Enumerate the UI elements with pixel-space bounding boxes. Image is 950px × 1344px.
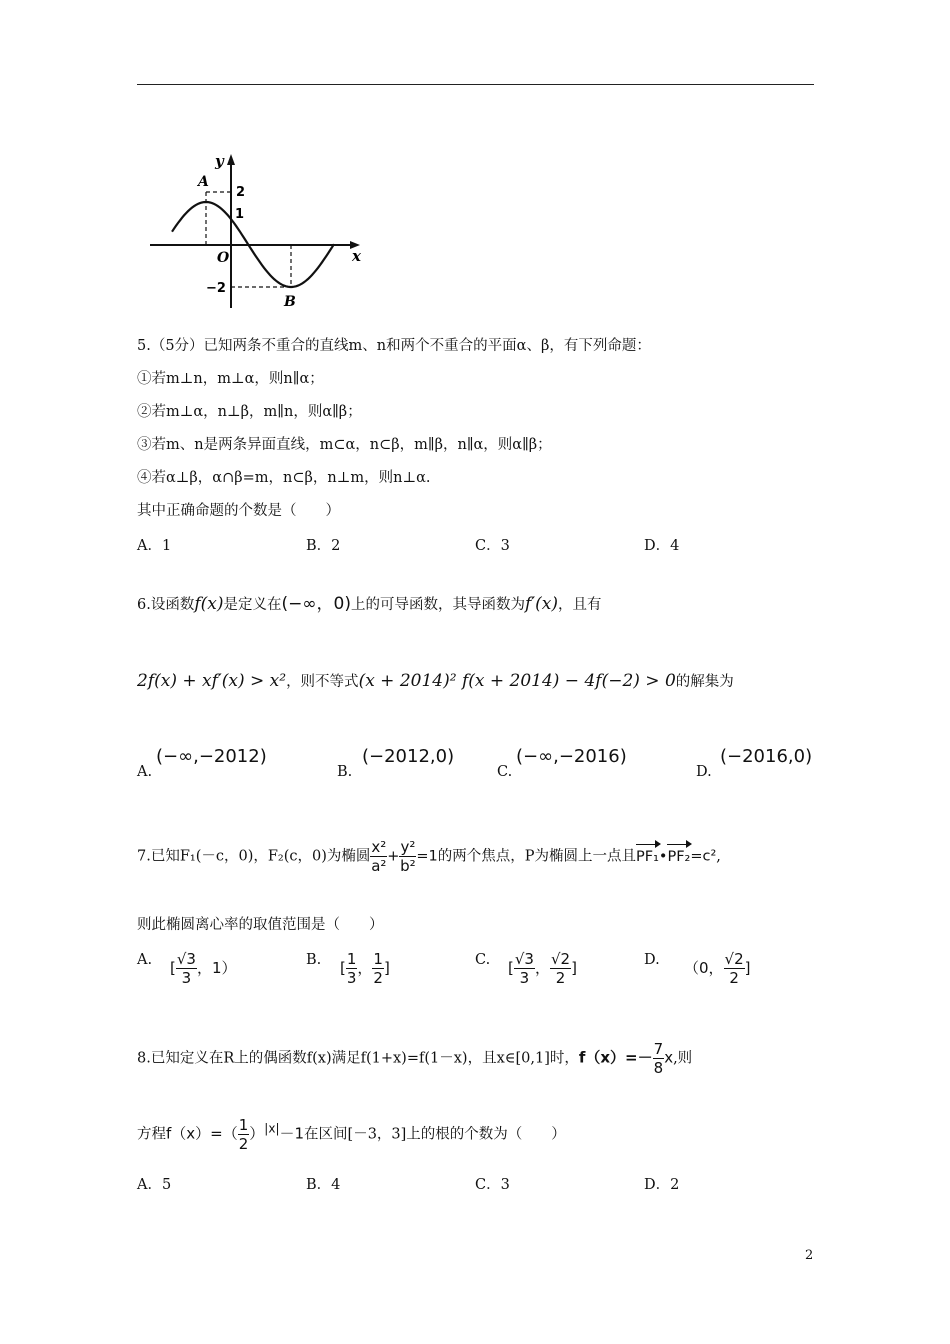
q6-fx: f(x) [194,594,224,614]
q8-f-num: 7 [653,1040,664,1058]
q6-line-1 [137,594,602,615]
q8-option-c: C．3 [475,1177,510,1193]
tick-label-1: 1 [235,207,245,222]
q7-c-d1: 3 [519,969,530,987]
sine-graph-figure [140,148,380,318]
q8-text-2: ,则 [673,1050,693,1067]
q8-eq-frac [238,1116,250,1153]
q7-c-squared: =c² [690,848,717,865]
q7-plus: + [387,848,400,865]
q7-a-num: √3 [176,950,196,968]
point-b-label: B [284,294,296,310]
q7-eq-one: =1 [416,848,438,865]
q7-c-d2: 2 [555,969,566,987]
q6-line-2 [137,671,734,692]
q7-option-b [340,950,390,987]
q5-proposition-2: ②若m⊥α，n⊥β，m∥n，则α∥β； [137,404,362,420]
q6-text-4: ，且有 [558,597,602,613]
q6-option-b-letter: B. [337,764,353,780]
q7-option-c-letter: C. [475,952,491,968]
q5-proposition-1: ①若m⊥n，m⊥α，则n∥α； [137,371,324,387]
q7-b-open: [ [340,959,346,977]
q7-c-frac-2 [550,950,571,987]
q5-proposition-4: ④若α⊥β，α∩β=m，n⊂β，n⊥m，则n⊥α. [137,470,431,486]
q5-question: 其中正确命题的个数是（ ） [137,503,340,519]
q7-d-open: （0， [684,959,724,977]
q8-option-b: B．4 [306,1177,341,1193]
q7-d-num: √2 [724,950,744,968]
q8-option-a: A．5 [137,1177,172,1193]
q5-option-d: D．4 [644,538,680,554]
q8-line-2 [137,1116,566,1153]
q6-text-3: 上的可导函数，其导函数为 [351,597,525,613]
q6-option-b-value: (−2012,0) [362,746,455,767]
q8-text-4: 在区间[－3，3]上的根的个数为（ ） [304,1126,566,1143]
q7-option-a [170,950,237,987]
q7-b-frac-1 [346,950,358,987]
q7-c-frac-1 [514,950,535,987]
q7-vector-pf1: PF₁ [636,846,659,868]
q7-line-1 [137,838,721,875]
q6-option-d-value: (−2016,0) [720,746,813,767]
q6-text-1: 6.设函数 [137,597,195,613]
q7-frac-y-num: y² [400,838,416,856]
q7-question: 则此椭圆离心率的取值范围是（ ） [137,917,384,933]
q7-a-close: ，1） [196,959,237,977]
q7-b-sep: ， [357,959,373,977]
q8-text-1: 8.已知定义在R上的偶函数f(x)满足f(1+x)=f(1－x)，且x∈[0,1]时， [137,1050,579,1067]
q7-frac-x-den: a² [371,857,387,875]
q5-option-b: B．2 [306,538,341,554]
page-number: 2 [805,1248,814,1263]
q7-vector-pf2: PF₂ [667,846,690,868]
q8-text-3: 方程 [137,1126,166,1143]
q7-c-n2: √2 [550,950,571,968]
point-a-label: A [198,174,209,190]
q6-option-c-letter: C. [497,764,513,780]
q8-eq-num: 1 [238,1116,249,1134]
q7-b-close: ] [383,959,390,977]
header-rule [137,84,814,85]
q5-option-a: A．1 [137,538,172,554]
q8-option-d: D．2 [644,1177,680,1193]
q6-text-6: 的解集为 [675,674,734,690]
q8-eq-lhs: f（x）=（ [166,1124,238,1143]
q8-line-1 [137,1040,692,1077]
q6-derivative: f′(x) [525,594,559,614]
tick-label-2: 2 [236,185,246,200]
q7-frac-y [399,838,416,875]
q8-eq-tail: －1 [279,1124,305,1143]
q6-option-a-letter: A. [137,764,153,780]
q7-dot: • [658,848,668,865]
q8-f-den: 8 [653,1059,664,1077]
q8-eq-den: 2 [238,1135,249,1153]
q6-text-2: 是定义在 [223,597,282,613]
q8-f-frac [653,1040,665,1077]
y-axis-label: y [215,152,224,170]
origin-label: O [217,250,230,266]
q7-option-c [508,950,577,987]
q5-stem: 5.（5分）已知两条不重合的直线m、n和两个不重合的平面α、β，有下列命题： [137,338,651,354]
q7-option-d [684,950,751,987]
q6-interval: (−∞，0) [281,594,351,614]
q7-b-n2: 1 [373,950,383,968]
q8-f-lhs: f（x）=－ [578,1048,653,1067]
q7-d-den: 2 [729,969,739,987]
q7-b-d1: 3 [346,969,357,987]
q6-condition: 2f(x) + xf′(x) > x² [137,671,287,691]
x-axis-label: x [352,247,361,265]
q7-frac-x-num: x² [371,838,387,856]
q7-frac-y-den: b² [400,857,416,875]
q7-c-open: [ [508,959,514,977]
q5-option-c: C．3 [475,538,510,554]
q7-b-d2: 2 [373,969,383,987]
q7-c-sep: ， [534,959,550,977]
q5-proposition-3: ③若m、n是两条异面直线，m⊂α，n⊂β，m∥β，n∥α，则α∥β； [137,437,552,453]
q8-f-x: x [664,1048,674,1067]
q7-text-1: 7.已知F₁(－c，0)，F₂(c，0)为椭圆 [137,848,371,865]
y-axis-arrow [227,154,235,165]
q7-text-2: 的两个焦点，P为椭圆上一点且 [437,848,636,865]
q6-option-c-value: (−∞,−2016) [516,746,627,767]
q7-b-frac-2 [372,950,384,987]
q7-d-close: ] [744,959,751,977]
q6-inequality: (x + 2014)² f(x + 2014) − 4f(−2) > 0 [358,671,676,691]
q7-option-b-letter: B. [306,952,322,968]
q7-a-frac [176,950,197,987]
q8-eq-exponent: |x| [264,1121,280,1136]
q7-text-3: , [716,848,721,865]
q7-a-den: 3 [181,969,192,987]
q7-frac-x [370,838,387,875]
q8-eq-close: ） [249,1124,265,1143]
q7-option-d-letter: D. [644,952,660,968]
tick-label-neg2: −2 [206,281,226,296]
q7-d-frac [724,950,745,987]
q7-c-close: ] [571,959,577,977]
q7-option-a-letter: A. [137,952,153,968]
q7-b-n1: 1 [346,950,357,968]
q7-c-n1: √3 [514,950,534,968]
q6-option-d-letter: D. [696,764,712,780]
q6-text-5: ，则不等式 [286,674,359,690]
q6-option-a-value: (−∞,−2012) [156,746,267,767]
q7-a-open: [ [170,959,176,977]
